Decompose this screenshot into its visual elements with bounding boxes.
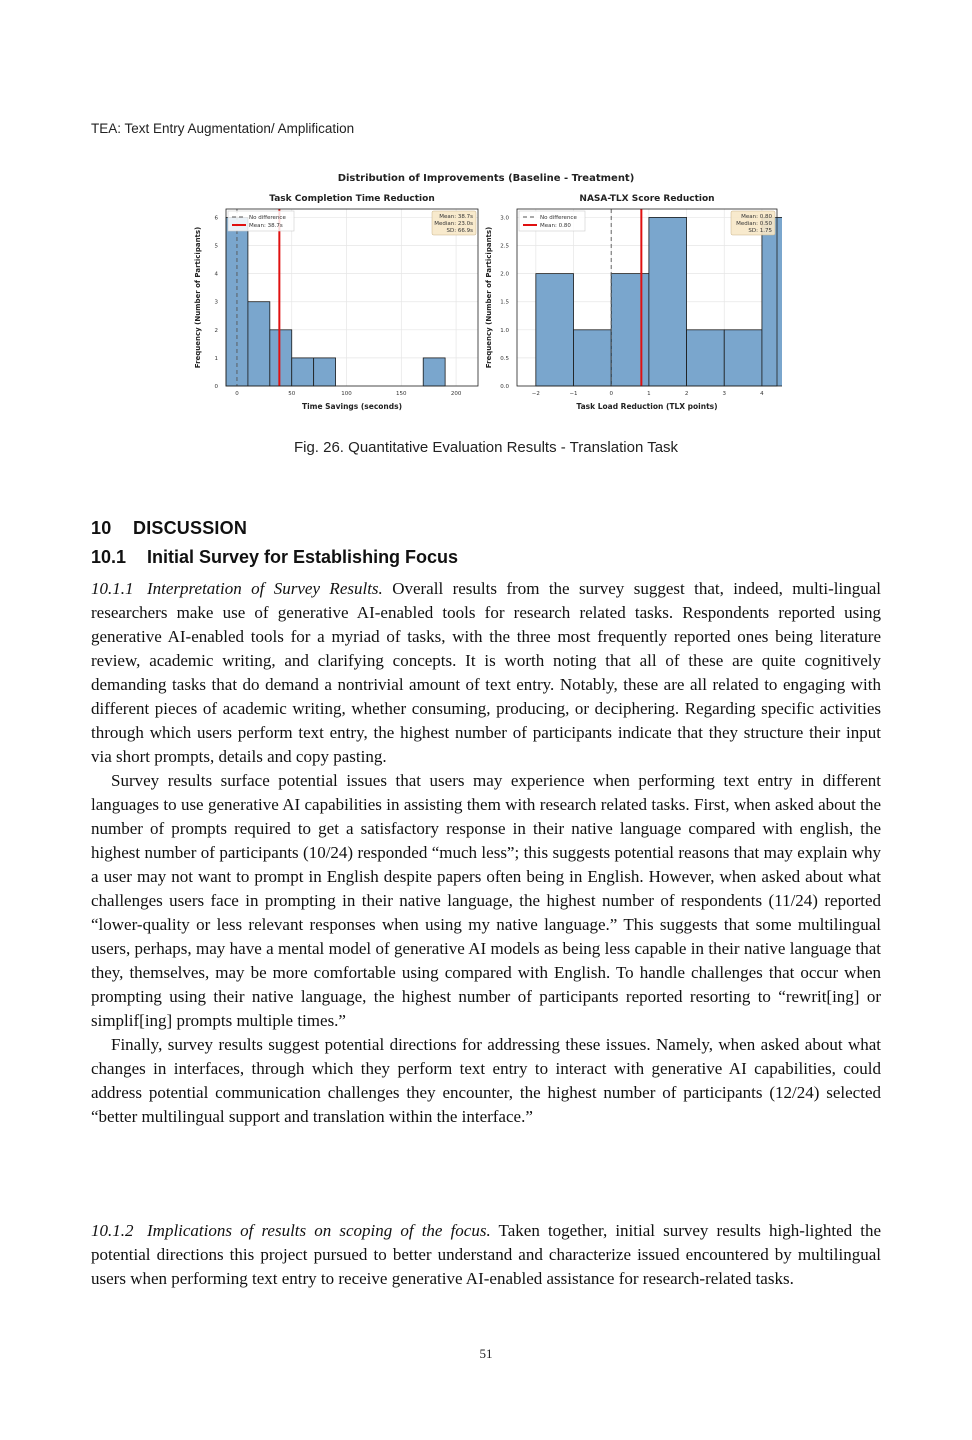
histogram-bar	[687, 330, 725, 386]
y-tick-label: 0.5	[500, 355, 509, 362]
section-number: 10.1	[91, 547, 127, 567]
histogram-bar	[292, 358, 314, 386]
subsection-title: Implications of results on scoping of the focus.	[147, 1221, 491, 1240]
section-heading-10	[91, 518, 247, 539]
panel-title: NASA-TLX Score Reduction	[579, 194, 715, 204]
stats-text: Mean: 0.80	[741, 214, 772, 220]
x-tick-label: 0	[609, 391, 613, 397]
histogram-bar	[574, 330, 612, 386]
histogram-bar	[248, 302, 270, 386]
paragraph: Survey results surface potential issues that users may experience when performing text entry in different languages to use generative AI capabilities in assisting them with research related tasks. First, when asked about the number of prompts required to get a satisfactory response in their native language compared with english, the highest number of participants (10/24) responded “much less”; this suggests potential reasons that may explain why a user may not want to prompt in English despite papers often being in English. However, when asked about what challenges users face in prompting in their native language, the highest number of respondents (11/24) reported “lower-quality or less relevant responses when using my native language.” This suggests that some multilingual users, perhaps, may have a mental model of generative AI models as being less capable in their native language that they, themselves, may be more comfortable using compared with English. To handle challenges that occur when prompting using their native language, the highest number of participants reported resorting to “rewrit[ing] or simplif[ing] prompts multiple times.”	[91, 771, 881, 1030]
y-axis-label: Frequency (Number of Participants)	[485, 226, 493, 369]
paragraph-text: Taken together, initial survey results high-lighted the potential directions this project pursued to better understand and characterize issued encountered by multilingual users when performing text entry to receive generative AI-enabled assistance for research-related tasks.	[91, 1221, 882, 1288]
x-tick-label: 0	[235, 391, 239, 397]
paragraph	[91, 1219, 881, 1291]
subsection-heading-10-1-1	[91, 579, 383, 598]
x-axis-label: Task Load Reduction (TLX points)	[576, 402, 718, 411]
y-tick-label: 4	[214, 271, 218, 278]
y-tick-label: 2	[214, 327, 218, 334]
section-title: Initial Survey for Establishing Focus	[147, 547, 459, 567]
panel-title: Task Completion Time Reduction	[269, 194, 435, 204]
y-tick-label: 3	[214, 299, 218, 306]
histogram-bar	[724, 330, 762, 386]
running-header: TEA: Text Entry Augmentation/ Amplification	[91, 121, 355, 136]
x-tick-label: −2	[531, 391, 540, 397]
x-tick-label: 150	[396, 391, 407, 397]
legend-label: Mean: 38.7s	[249, 223, 283, 229]
x-tick-label: 2	[684, 391, 689, 397]
histogram-bar	[611, 274, 649, 386]
x-tick-label: 200	[450, 391, 462, 397]
paragraph	[91, 577, 881, 769]
y-tick-label: 2.0	[500, 271, 509, 278]
x-tick-label: 4	[760, 391, 764, 397]
x-axis-label: Time Savings (seconds)	[301, 402, 403, 411]
y-axis-label: Frequency (Number of Participants)	[194, 226, 202, 369]
body-text-block	[91, 1219, 881, 1291]
stats-text: SD: 1.75	[748, 228, 772, 234]
stats-text: Median: 0.50	[736, 221, 772, 227]
figure-26	[190, 165, 782, 415]
panel-tlx-reduction	[485, 194, 782, 411]
y-tick-label: 1	[214, 355, 218, 362]
x-tick-label: 100	[341, 391, 352, 397]
y-tick-label: 2.5	[500, 243, 509, 250]
body-text-block	[91, 577, 881, 1129]
histogram-bar	[270, 330, 292, 386]
paragraph: Finally, survey results suggest potential directions for addressing these issues. Namely, when asked about what changes in interfaces, through which they perform text entry to interact with generative AI capabilities, could address potential communication challenges they encounter, the highest number of participants (12/24) selected “better multilingual support and translation within the interface.”	[91, 1035, 881, 1126]
subsection-number: 10.1.2	[91, 1221, 134, 1240]
stats-text: Mean: 38.7s	[439, 214, 473, 220]
y-tick-label: 1.0	[500, 327, 509, 334]
stats-text: Median: 23.0s	[434, 221, 473, 227]
y-tick-label: 1.5	[500, 299, 509, 306]
figure-suptitle: Distribution of Improvements (Baseline - Treatment)	[337, 173, 635, 184]
stats-text: SD: 66.9s	[446, 228, 473, 234]
y-tick-label: 5	[214, 243, 218, 250]
x-tick-label: 1	[647, 391, 651, 397]
section-number: 10	[91, 518, 112, 538]
subsection-heading-10-1-2	[91, 1221, 491, 1240]
legend-label: No difference	[540, 215, 577, 221]
histogram-bar	[649, 217, 687, 386]
y-tick-label: 0.0	[500, 384, 509, 390]
histogram-bar	[762, 217, 782, 386]
figure-caption: Fig. 26. Quantitative Evaluation Results - Translation Task	[293, 439, 679, 456]
subsection-number: 10.1.1	[91, 579, 134, 598]
histogram-bar	[536, 274, 574, 386]
x-tick-label: −1	[569, 391, 578, 397]
legend-label: No difference	[249, 215, 286, 221]
section-title: DISCUSSION	[133, 518, 248, 538]
x-tick-label: 50	[288, 391, 296, 397]
legend-label: Mean: 0.80	[540, 223, 571, 229]
page-number: 51	[479, 1346, 493, 1361]
histogram-bar	[314, 358, 336, 386]
histogram-figure	[190, 165, 782, 415]
section-heading-10-1	[91, 547, 458, 568]
subsection-title: Interpretation of Survey Results.	[147, 579, 383, 598]
panel-time-reduction	[194, 194, 478, 411]
y-tick-label: 0	[214, 384, 218, 390]
paragraph-text: Overall results from the survey suggest that, indeed, multi-lingual researchers make use of generative AI-enabled tools for research related tasks. Respondents reported using generative AI-enabled tools for a myriad of tasks, with the three most frequently reported ones being literature review, academic writing, and clarifying concepts. It is worth noting that all of these are quite cognitively demanding tasks that do demand a nontrivial amount of text entry. Notably, these are all related to engaging with different pieces of academic writing, whether consuming, producing, or deciphering. Regarding specific activities through which users perform text entry, the highest number of participants indicate that they structure their input via short prompts, details and copy pasting.	[91, 579, 881, 766]
y-tick-label: 3.0	[500, 215, 509, 222]
y-tick-label: 6	[214, 215, 218, 222]
x-tick-label: 3	[722, 391, 726, 397]
histogram-bar	[423, 358, 445, 386]
